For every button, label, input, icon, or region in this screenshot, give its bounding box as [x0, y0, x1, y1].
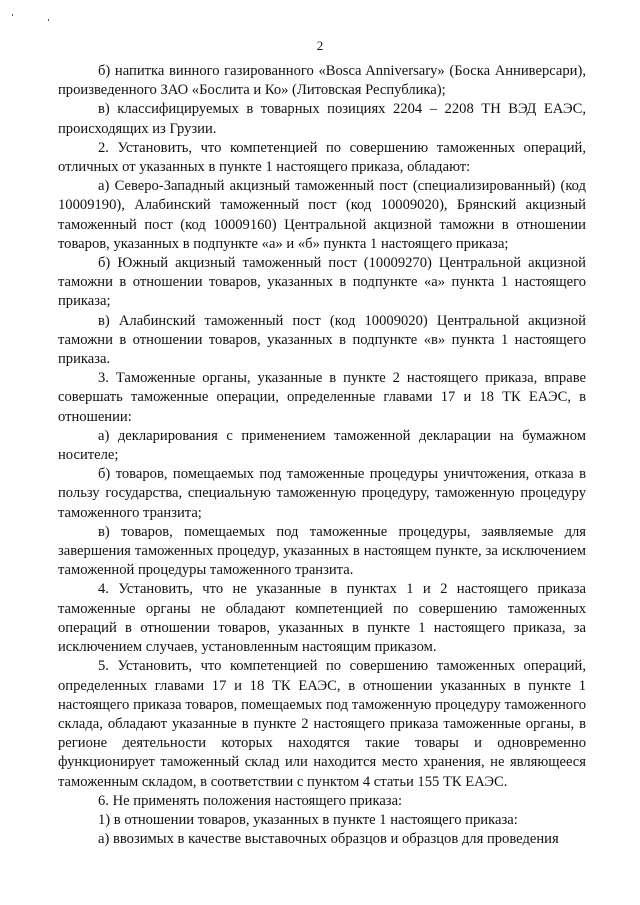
paragraph: б) напитка винного газированного «Bosca Anniversary» (Боска Анниверсари), произведенного ЗАО «Бослита и Ко» (Литовская Республика);: [58, 63, 586, 99]
document-body: [58, 62, 586, 849]
paragraph: 4. Установить, что не указанные в пунктах 1 и 2 настоящего приказа таможенные органы не обладают компетенцией по совершению таможенных операций в отношении товаров, указанных в пункте 1 настоящего приказа, за исключением случаев, установленным настоящим приказом.: [58, 581, 586, 656]
paragraph: б) товаров, помещаемых под таможенные процедуры уничтожения, отказа в пользу государства, специальную таможенную процедуру, таможенную процедуру таможенного транзита;: [58, 466, 586, 521]
paragraph: 5. Установить, что компетенцией по совершению таможенных операций, определенных главами 17 и 18 ТК ЕАЭС, в отношении указанных в пункте 1 настоящего приказа товаров, помещаемых под таможенную процедуру таможенного склада, обладают указанные в пункте 2 настоящего приказа таможенные органы, в регионе деятельности которых находятся такие товары и одновременно функционирует таможенный склад или находится место хранения, не являющееся таможенным складом, в соответствии с пунктом 4 статьи 155 ТК ЕАЭС.: [58, 658, 586, 790]
paragraph: 6. Не применять положения настоящего приказа:: [98, 792, 403, 809]
paragraph: а) Северо-Западный акцизный таможенный пост (специализированный) (код 10009190), Алабинский таможенный пост (код 10009020), Брянский акцизный таможенный пост (код 10009160) Центральной акцизной таможни в отношении товаров, указанных в подпункте «а» и «б» пункта 1 настоящего приказа;: [58, 178, 586, 252]
paragraph: в) товаров, помещаемых под таможенные процедуры, заявляемые для завершения таможенных процедур, указанных в настоящем пункте, за исключением таможенной процедуры таможенного транзита.: [58, 523, 586, 579]
paragraph: 2. Установить, что компетенцией по совершению таможенных операций, отличных от указанных в пункте 1 настоящего приказа, обладают:: [58, 139, 586, 176]
paragraph: а) декларирования с применением таможенной декларации на бумажном носителе;: [58, 427, 586, 464]
paragraph: б) Южный акцизный таможенный пост (10009270) Центральной акцизной таможни в отношении товаров, указанных в подпункте «а» пункта 1 настоящего приказа;: [58, 255, 586, 310]
paragraph: а) ввозимых в качестве выставочных образцов и образцов для проведения: [98, 831, 559, 848]
paragraph: 3. Таможенные органы, указанные в пункте 2 настоящего приказа, вправе совершать таможенные операции, определенные главами 17 и 18 ТК ЕАЭС, в отношении:: [58, 370, 586, 425]
paragraph: 1) в отношении товаров, указанных в пункте 1 настоящего приказа:: [98, 811, 518, 828]
paragraph: в) классифицируемых в товарных позициях 2204 – 2208 ТН ВЭД ЕАЭС, происходящих из Грузии.: [58, 101, 586, 137]
page-number: 2: [316, 38, 324, 53]
paragraph: в) Алабинский таможенный пост (код 10009020) Центральной акцизной таможни в отношении товаров, указанных в подпункте «в» пункта 1 настоящего приказа.: [58, 312, 586, 368]
